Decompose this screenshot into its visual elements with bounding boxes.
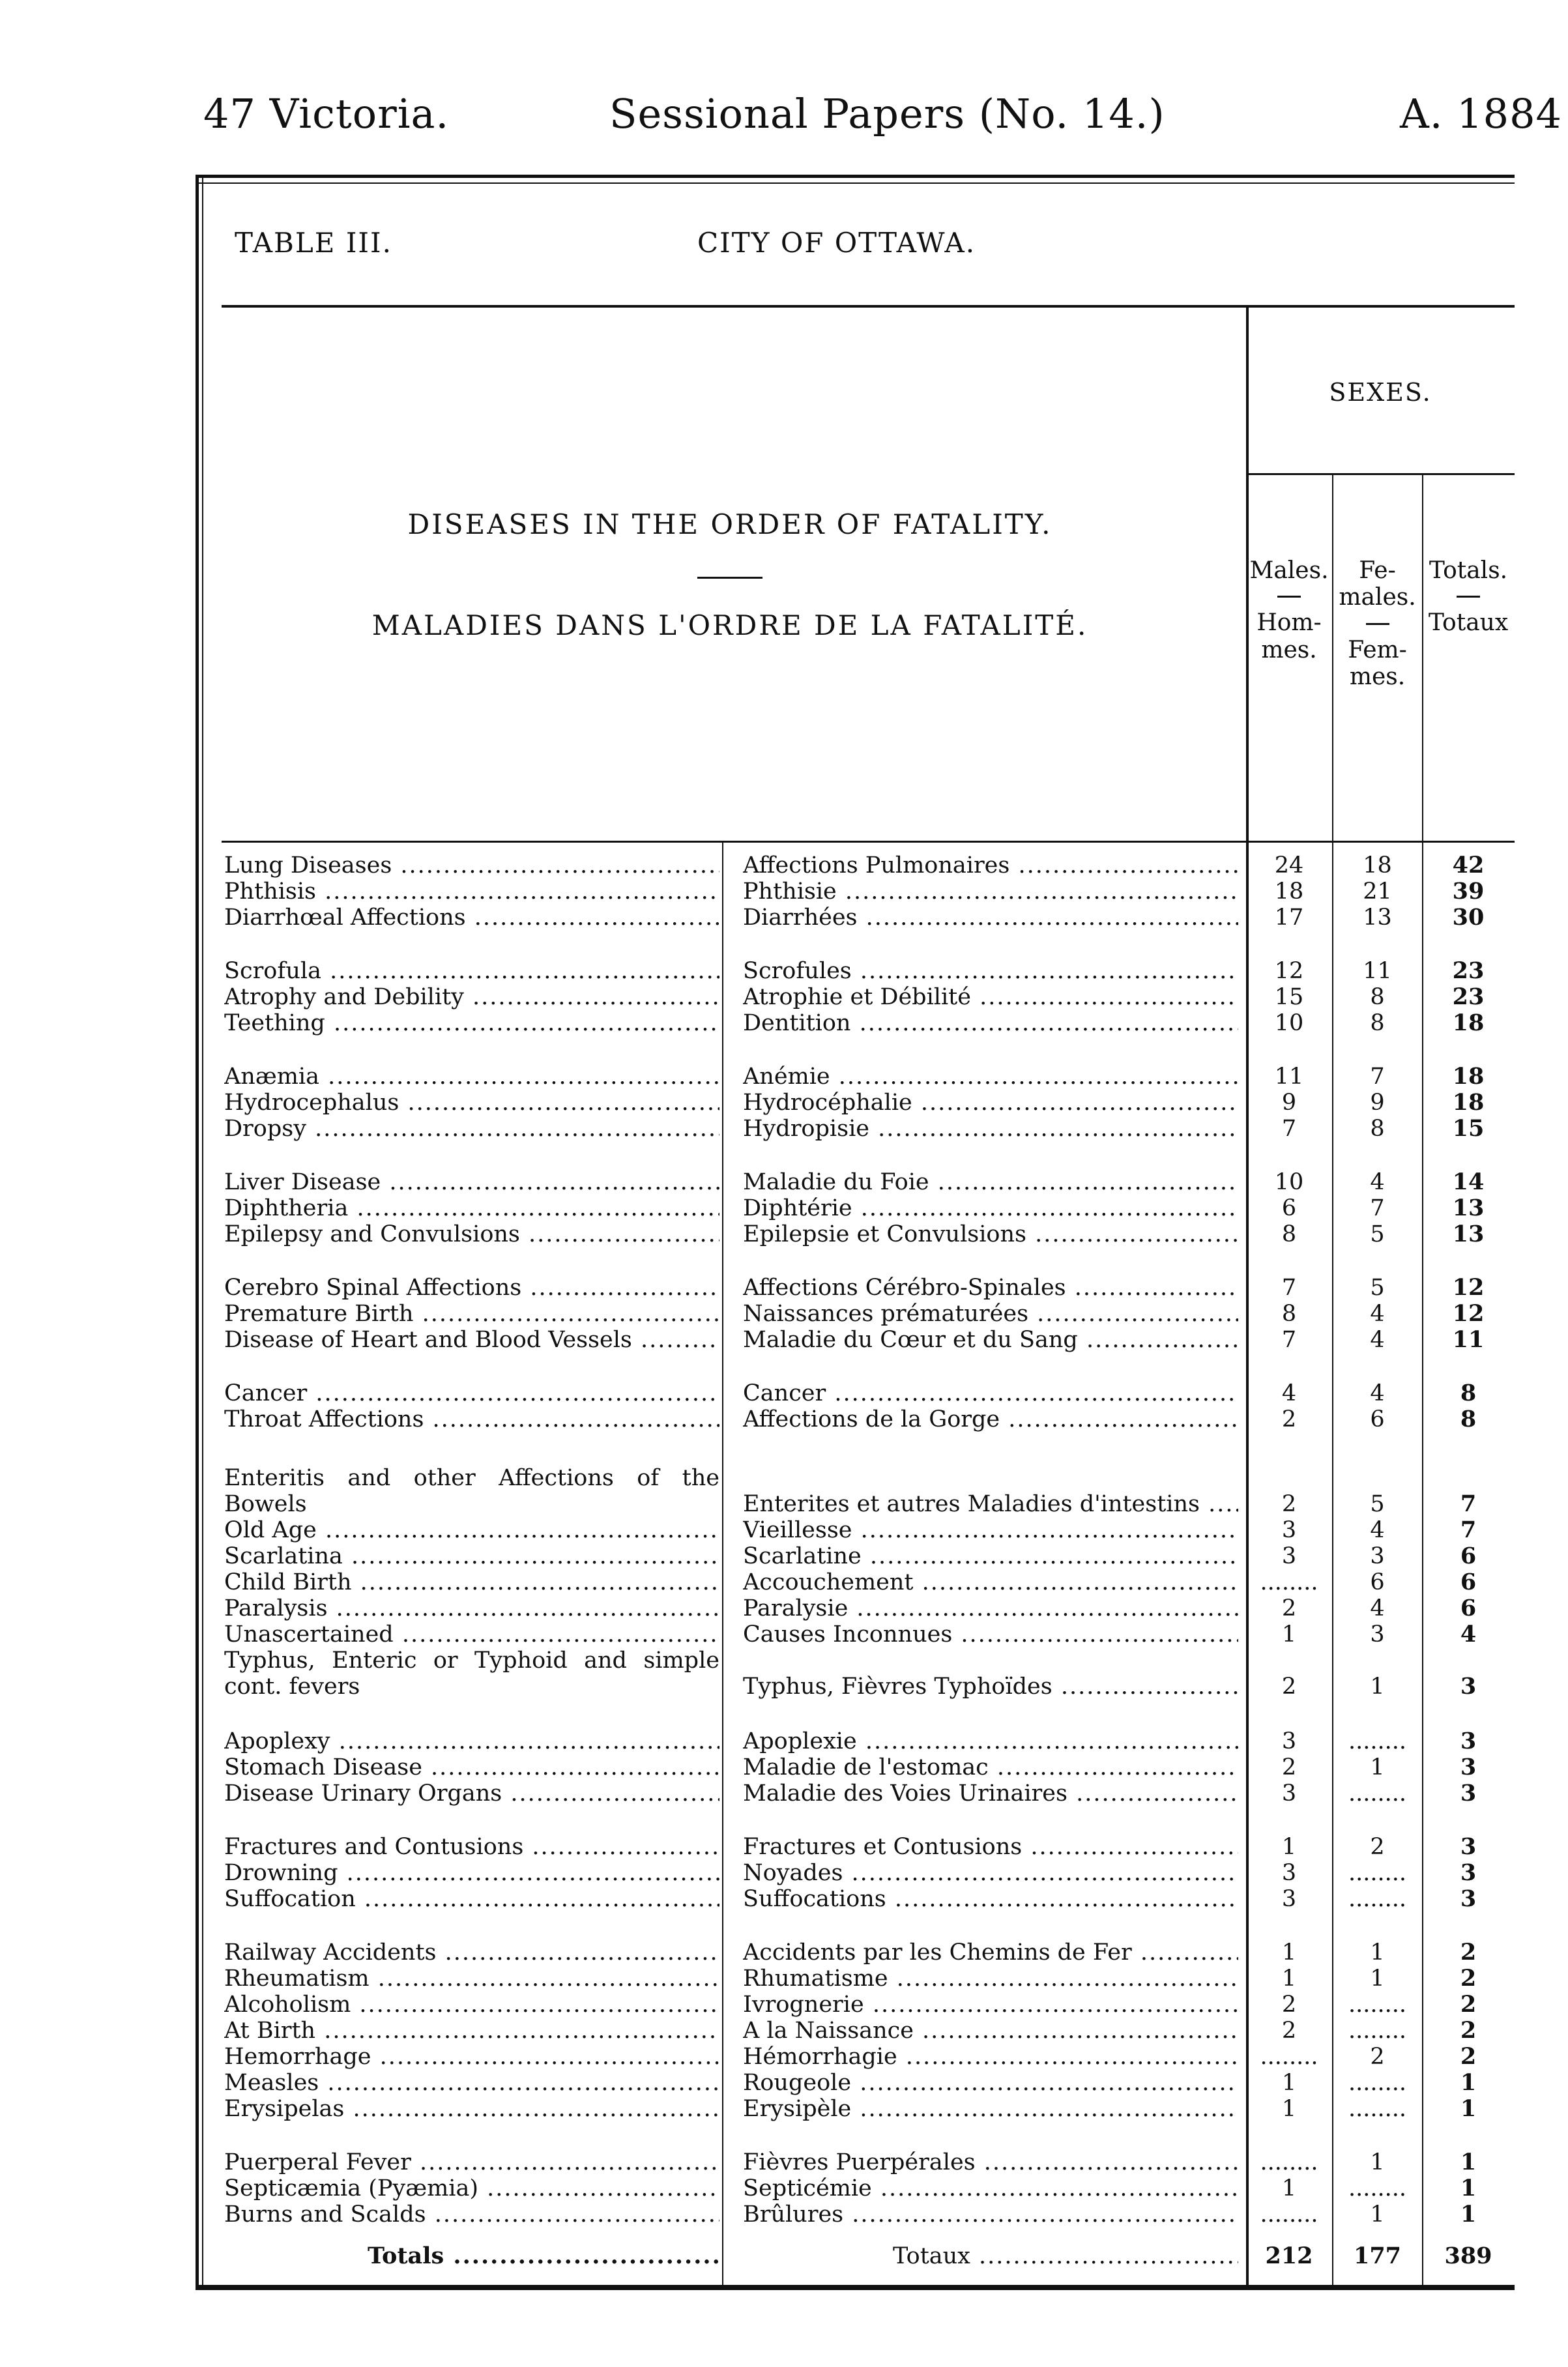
males-count: ........ [1260, 2149, 1318, 2175]
table-label: TABLE III. [235, 227, 392, 259]
males-count: 1 [1281, 1966, 1297, 1992]
disease-name-english: Child Birth ..... [224, 1569, 719, 1595]
total-count: 14 [1452, 1169, 1485, 1195]
total-count: 18 [1452, 1089, 1485, 1116]
males-count: 8 [1281, 1301, 1297, 1327]
total-count: 3 [1460, 1859, 1477, 1886]
disease-name-french: Atrophie et Débilité ..... [743, 984, 1238, 1010]
females-count: 5 [1370, 1275, 1385, 1301]
females-count: ........ [1348, 1860, 1406, 1886]
total-count: 12 [1452, 1274, 1485, 1301]
total-count: 1 [1460, 2069, 1477, 2096]
table-row [0, 1275, 1568, 1301]
total-count: 2 [1460, 2017, 1477, 2044]
females-count: ........ [1348, 1886, 1406, 1912]
table-row [0, 1648, 1568, 1700]
males-count: 2 [1281, 2018, 1297, 2044]
table-row [0, 1966, 1568, 1992]
females-count: 1 [1370, 1674, 1385, 1700]
females-count: ........ [1348, 1780, 1406, 1807]
table-row [0, 1860, 1568, 1886]
males-count: 6 [1281, 1195, 1297, 1221]
table-row [0, 1406, 1568, 1432]
males-count: 2 [1281, 1491, 1297, 1517]
females-count: 5 [1370, 1491, 1385, 1517]
males-count: 1 [1281, 1939, 1297, 1966]
total-females: 177 [1353, 2243, 1402, 2269]
disease-name-english: Scarlatina ..... [224, 1543, 719, 1569]
males-count: 2 [1281, 1674, 1297, 1700]
disease-name-french: Maladie du Foie ..... [743, 1169, 1238, 1195]
bottom-rule [196, 2285, 1515, 2290]
females-count: 4 [1370, 1595, 1385, 1621]
total-count: 2 [1460, 2043, 1477, 2070]
total-count: 8 [1460, 1380, 1477, 1406]
disease-name-english: Premature Birth ..... [224, 1301, 719, 1327]
females-count: 18 [1363, 852, 1392, 879]
disease-name-english: Septicæmia (Pyæmia) ..... [224, 2175, 719, 2201]
disease-name-french: Scrofules ..... [743, 958, 1238, 984]
females-count: 1 [1370, 1939, 1385, 1966]
males-count: 3 [1281, 1860, 1297, 1886]
disease-name-french: Vieillesse ..... [743, 1517, 1238, 1543]
table-row [0, 1569, 1568, 1595]
table-row [0, 1090, 1568, 1116]
males-count: 1 [1281, 2175, 1297, 2201]
disease-name-english: Hydrocephalus ..... [224, 1090, 719, 1116]
table-row [0, 905, 1568, 931]
disease-name-english: Old Age ..... [224, 1517, 719, 1543]
total-males: 212 [1265, 2243, 1313, 2269]
table-row [0, 1169, 1568, 1195]
disease-name-french: Affections Cérébro-Spinales ..... [743, 1275, 1238, 1301]
total-count: 4 [1460, 1621, 1477, 1648]
females-count: 4 [1370, 1169, 1385, 1195]
males-count: 8 [1281, 1221, 1297, 1247]
total-count: 2 [1460, 1991, 1477, 2018]
females-count: 1 [1370, 1754, 1385, 1780]
table-row [0, 1327, 1568, 1353]
disease-name-english: Enteritis and other Affections of the Bowels [224, 1465, 719, 1517]
totals-fr: Totaux [1428, 609, 1509, 637]
disease-name-english: Teething ..... [224, 1010, 719, 1036]
males-count: 18 [1274, 879, 1304, 905]
females-count: 6 [1370, 1569, 1385, 1595]
females-count: 7 [1370, 1064, 1385, 1090]
table-row [0, 1064, 1568, 1090]
disease-name-english: Anæmia ..... [224, 1064, 719, 1090]
total-count: 30 [1452, 904, 1485, 931]
disease-name-english: Cancer ..... [224, 1380, 719, 1406]
disease-name-english: Measles ..... [224, 2070, 719, 2096]
table-row [0, 1939, 1568, 1966]
males-count: ........ [1260, 2201, 1318, 2228]
disease-name-english: Stomach Disease ..... [224, 1754, 719, 1780]
males-count: 4 [1281, 1380, 1297, 1406]
table-row [0, 1834, 1568, 1860]
disease-name-english: Puerperal Fever ..... [224, 2149, 719, 2175]
females-en: Fe-males. [1339, 557, 1416, 611]
disease-name-french: Affections de la Gorge ..... [743, 1406, 1238, 1432]
totals-label-french: Totaux ..... [743, 2243, 1238, 2269]
females-count: 4 [1370, 1301, 1385, 1327]
females-count: 3 [1370, 1543, 1385, 1569]
males-count: 7 [1281, 1327, 1297, 1353]
disease-name-english: Unascertained ..... [224, 1621, 719, 1648]
disease-name-french: Diphtérie ..... [743, 1195, 1238, 1221]
disease-name-french: Accidents par les Chemins de Fer ..... [743, 1939, 1238, 1966]
disease-name-english: Diarrhœal Affections ..... [224, 905, 719, 931]
disease-name-french: Causes Inconnues ..... [743, 1621, 1238, 1648]
disease-name-french: Maladie du Cœur et du Sang ..... [743, 1327, 1238, 1353]
males-count: 3 [1281, 1543, 1297, 1569]
disease-name-french: Typhus, Fièvres Typhoïdes ..... [743, 1674, 1238, 1700]
table-row [0, 2018, 1568, 2044]
table-row [0, 2096, 1568, 2122]
males-column-heading [1247, 557, 1331, 663]
males-en: Males. [1249, 557, 1329, 584]
disease-name-english: Cerebro Spinal Affections ..... [224, 1275, 719, 1301]
total-count: 23 [1452, 957, 1485, 984]
males-count: 2 [1281, 1754, 1297, 1780]
table-row [0, 2044, 1568, 2070]
males-count: 3 [1281, 1886, 1297, 1912]
disease-name-english: Lung Diseases ..... [224, 852, 719, 879]
females-count: 8 [1370, 1010, 1385, 1036]
total-count: 18 [1452, 1063, 1485, 1090]
disease-name-english: Diphtheria ..... [224, 1195, 719, 1221]
total-count: 39 [1452, 878, 1485, 905]
total-count: 12 [1452, 1300, 1485, 1327]
disease-name-french: Septicémie ..... [743, 2175, 1238, 2201]
disease-name-french: Apoplexie ..... [743, 1728, 1238, 1754]
table-row [0, 879, 1568, 905]
disease-name-french: Hydropisie ..... [743, 1116, 1238, 1142]
females-count: 7 [1370, 1195, 1385, 1221]
females-column-heading [1333, 557, 1421, 691]
totals-row [0, 2243, 1568, 2269]
females-count: 4 [1370, 1327, 1385, 1353]
disease-name-french: Erysipèle ..... [743, 2096, 1238, 2122]
disease-name-english: Alcoholism ..... [224, 1992, 719, 2018]
table-row [0, 1116, 1568, 1142]
body-top-rule [222, 841, 1515, 843]
females-count: 4 [1370, 1517, 1385, 1543]
females-count: 9 [1370, 1090, 1385, 1116]
disease-name-french: Epilepsie et Convulsions ..... [743, 1221, 1238, 1247]
total-count: 3 [1460, 1885, 1477, 1912]
table-row [0, 1621, 1568, 1648]
total-count: 2 [1460, 1965, 1477, 1992]
disease-name-french: Hydrocéphalie ..... [743, 1090, 1238, 1116]
disease-name-french: A la Naissance ..... [743, 2018, 1238, 2044]
total-count: 1 [1460, 2201, 1477, 2228]
males-count: 11 [1274, 1064, 1304, 1090]
disease-name-english: Rheumatism ..... [224, 1966, 719, 1992]
table-row [0, 1010, 1568, 1036]
males-count: 7 [1281, 1275, 1297, 1301]
disease-name-english: Phthisis ..... [224, 879, 719, 905]
disease-name-french: Dentition ..... [743, 1010, 1238, 1036]
disease-name-english: Suffocation ..... [224, 1886, 719, 1912]
disease-name-french: Accouchement ..... [743, 1569, 1238, 1595]
table-row [0, 1221, 1568, 1247]
sexes-heading: SEXES. [1329, 378, 1432, 407]
females-count: 1 [1370, 2201, 1385, 2228]
males-count: ........ [1260, 1569, 1318, 1595]
females-count: 21 [1363, 879, 1392, 905]
total-count: 1 [1460, 2175, 1477, 2201]
disease-name-english: Typhus, Enteric or Typhoid and simple cont. fevers [224, 1648, 719, 1700]
disease-name-english: Dropsy ..... [224, 1116, 719, 1142]
females-count: 8 [1370, 984, 1385, 1010]
total-count: 3 [1460, 1833, 1477, 1860]
females-count: 1 [1370, 1966, 1385, 1992]
title-separator [697, 577, 762, 579]
males-count: 3 [1281, 1780, 1297, 1807]
females-fr: Fem-mes. [1348, 636, 1407, 691]
table-row [0, 2201, 1568, 2228]
table-row [0, 1301, 1568, 1327]
males-fr: Hom-mes. [1256, 609, 1322, 663]
females-count: 8 [1370, 1116, 1385, 1142]
females-count: 2 [1370, 1834, 1385, 1860]
disease-name-english: Burns and Scalds ..... [224, 2201, 719, 2228]
disease-name-french: Ivrognerie ..... [743, 1992, 1238, 2018]
males-count: 12 [1274, 958, 1304, 984]
table-row [0, 1543, 1568, 1569]
males-count: 9 [1281, 1090, 1297, 1116]
females-count: 2 [1370, 2044, 1385, 2070]
disease-name-english: At Birth ..... [224, 2018, 719, 2044]
males-count: 1 [1281, 2096, 1297, 2122]
table-row [0, 852, 1568, 879]
total-count: 23 [1452, 983, 1485, 1010]
disease-name-french: Suffocations ..... [743, 1886, 1238, 1912]
females-count: ........ [1348, 2070, 1406, 2096]
table-row [0, 1465, 1568, 1517]
total-count: 1 [1460, 2149, 1477, 2175]
table-row [0, 1517, 1568, 1543]
table-row [0, 2070, 1568, 2096]
total-count: 3 [1460, 1780, 1477, 1807]
disease-name-french: Hémorrhagie ..... [743, 2044, 1238, 2070]
males-count: 2 [1281, 1406, 1297, 1432]
disease-name-english: Epilepsy and Convulsions ..... [224, 1221, 719, 1247]
disease-name-english: Apoplexy ..... [224, 1728, 719, 1754]
females-count: 6 [1370, 1406, 1385, 1432]
total-count: 7 [1460, 1490, 1477, 1517]
table-row [0, 1886, 1568, 1912]
females-count: 4 [1370, 1380, 1385, 1406]
males-count: 10 [1274, 1010, 1304, 1036]
disease-name-french: Diarrhées ..... [743, 905, 1238, 931]
males-count: 15 [1274, 984, 1304, 1010]
disease-name-french: Maladie de l'estomac ..... [743, 1754, 1238, 1780]
disease-name-french: Cancer ..... [743, 1380, 1238, 1406]
disease-name-french: Rhumatisme ..... [743, 1966, 1238, 1992]
disease-name-french: Paralysie ..... [743, 1595, 1238, 1621]
males-count: 24 [1274, 852, 1304, 879]
males-count: 17 [1274, 905, 1304, 931]
males-count: ........ [1260, 2044, 1318, 2070]
disease-name-french: Affections Pulmonaires ..... [743, 852, 1238, 879]
males-count: 10 [1274, 1169, 1304, 1195]
total-count: 18 [1452, 1009, 1485, 1036]
header-title: Sessional Papers (No. 14.) [609, 90, 1165, 138]
disease-name-english: Erysipelas ..... [224, 2096, 719, 2122]
table-row [0, 958, 1568, 984]
table-row [0, 984, 1568, 1010]
total-count: 6 [1460, 1543, 1477, 1569]
city-label: CITY OF OTTAWA. [697, 227, 976, 259]
disease-name-french: Phthisie ..... [743, 879, 1238, 905]
table-row [0, 1992, 1568, 2018]
males-count: 2 [1281, 1992, 1297, 2018]
total-count: 7 [1460, 1517, 1477, 1543]
males-count: 3 [1281, 1728, 1297, 1754]
header-volume: 47 Victoria. [203, 90, 450, 138]
disease-name-french: Fièvres Puerpérales ..... [743, 2149, 1238, 2175]
table-row [0, 1380, 1568, 1406]
table-row [0, 1728, 1568, 1754]
sexes-rule [1246, 473, 1515, 475]
males-count: 2 [1281, 1595, 1297, 1621]
table-row [0, 2175, 1568, 2201]
table-row [0, 1195, 1568, 1221]
disease-name-french: Anémie ..... [743, 1064, 1238, 1090]
disease-name-french: Naissances prématurées ..... [743, 1301, 1238, 1327]
females-count: 5 [1370, 1221, 1385, 1247]
total-count: 11 [1452, 1326, 1485, 1353]
females-count: 11 [1363, 958, 1392, 984]
total-count: 3 [1460, 1728, 1477, 1754]
table-row [0, 1780, 1568, 1807]
total-count: 3 [1460, 1673, 1477, 1700]
females-count: ........ [1348, 1728, 1406, 1754]
totals-en: Totals. [1429, 557, 1508, 584]
total-count: 6 [1460, 1569, 1477, 1595]
males-count: 1 [1281, 1621, 1297, 1648]
males-count: 1 [1281, 2070, 1297, 2096]
disease-name-english: Paralysis ..... [224, 1595, 719, 1621]
table-row [0, 1754, 1568, 1780]
disease-name-french: Scarlatine ..... [743, 1543, 1238, 1569]
females-count: ........ [1348, 2175, 1406, 2201]
grand-total: 389 [1444, 2243, 1492, 2269]
disease-name-english: Hemorrhage ..... [224, 2044, 719, 2070]
totals-column-heading [1423, 557, 1514, 637]
total-count: 2 [1460, 1939, 1477, 1966]
females-count: ........ [1348, 2018, 1406, 2044]
table-row [0, 1595, 1568, 1621]
females-count: 3 [1370, 1621, 1385, 1648]
females-count: 13 [1363, 905, 1392, 931]
males-count: 7 [1281, 1116, 1297, 1142]
total-count: 6 [1460, 1595, 1477, 1621]
disease-name-english: Atrophy and Debility ..... [224, 984, 719, 1010]
disease-name-french: Rougeole ..... [743, 2070, 1238, 2096]
disease-name-english: Fractures and Contusions ..... [224, 1834, 719, 1860]
disease-name-french: Brûlures ..... [743, 2201, 1238, 2228]
totals-label-english: Totals ..... [224, 2243, 719, 2269]
top-rule-inner [196, 182, 1515, 184]
disease-name-english: Throat Affections ..... [224, 1406, 719, 1432]
females-count: ........ [1348, 2096, 1406, 2122]
total-count: 13 [1452, 1221, 1485, 1247]
title-english: DISEASES IN THE ORDER OF FATALITY. [407, 508, 1053, 540]
title-french: MALADIES DANS L'ORDRE DE LA FATALITÉ. [371, 609, 1088, 641]
disease-name-french: Enterites et autres Maladies d'intestins ..... [743, 1491, 1238, 1517]
males-count: 1 [1281, 1834, 1297, 1860]
disease-name-french: Fractures et Contusions ..... [743, 1834, 1238, 1860]
disease-name-english: Disease Urinary Organs ..... [224, 1780, 719, 1807]
disease-name-english: Scrofula ..... [224, 958, 719, 984]
disease-name-english: Drowning ..... [224, 1860, 719, 1886]
total-count: 1 [1460, 2095, 1477, 2122]
disease-name-french: Noyades ..... [743, 1860, 1238, 1886]
top-rule [196, 175, 1515, 178]
total-count: 13 [1452, 1195, 1485, 1221]
total-count: 15 [1452, 1115, 1485, 1142]
females-count: 1 [1370, 2149, 1385, 2175]
total-count: 8 [1460, 1406, 1477, 1432]
disease-name-english: Liver Disease ..... [224, 1169, 719, 1195]
total-count: 42 [1452, 852, 1485, 879]
males-count: 3 [1281, 1517, 1297, 1543]
disease-name-english: Railway Accidents ..... [224, 1939, 719, 1966]
heading-rule [222, 305, 1515, 308]
header-year: A. 1884 [1400, 90, 1562, 138]
total-count: 3 [1460, 1754, 1477, 1780]
disease-name-english: Disease of Heart and Blood Vessels ..... [224, 1327, 719, 1353]
table-row [0, 2149, 1568, 2175]
disease-name-french: Maladie des Voies Urinaires ..... [743, 1780, 1238, 1807]
females-count: ........ [1348, 1992, 1406, 2018]
